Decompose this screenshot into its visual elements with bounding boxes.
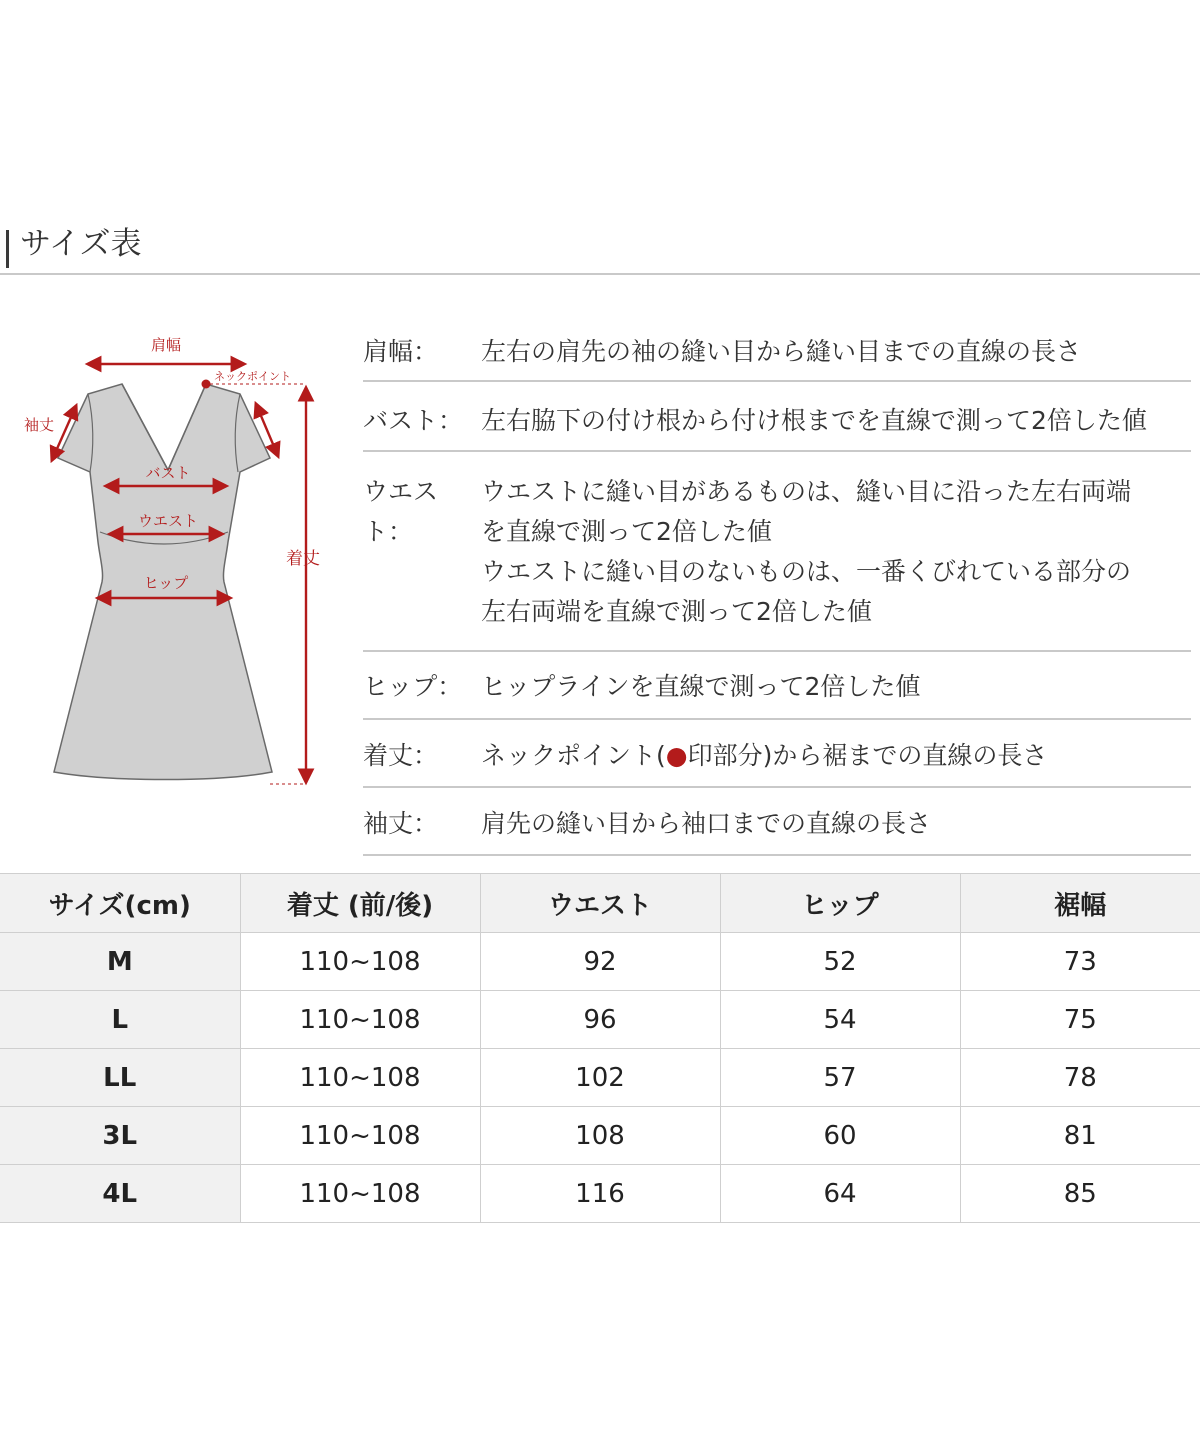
header-divider	[0, 273, 1200, 275]
table-header-row	[0, 874, 1200, 933]
column-header-size: サイズ(cm)	[0, 874, 240, 933]
definition-line-part: ネックポイント(	[481, 741, 666, 770]
definition-line: 肩先の縫い目から袖口までの直線の長さ	[481, 809, 932, 838]
neck-point-marker	[202, 380, 211, 389]
definition-line-part: 印部分)から裾までの直線の長さ	[687, 741, 1048, 770]
table-cell: 85	[960, 1165, 1200, 1223]
definition-line: ウエストに縫い目のないものは、一番くびれている部分の	[481, 557, 1132, 586]
table-cell: 116	[480, 1165, 720, 1223]
definition-row-shoulder	[363, 316, 1191, 382]
table-cell: 81	[960, 1107, 1200, 1165]
definition-text	[481, 452, 1191, 650]
table-cell: 73	[960, 933, 1200, 991]
table-cell: 92	[480, 933, 720, 991]
definition-row-waist	[363, 452, 1191, 652]
neck-point-label: ネックポイント	[214, 370, 291, 383]
table-cell: 75	[960, 991, 1200, 1049]
length-label: 着丈	[286, 549, 320, 569]
column-header-hem-width: 裾幅	[960, 874, 1200, 933]
table-cell: 108	[480, 1107, 720, 1165]
definition-line: 左右の肩先の袖の縫い目から縫い目までの直線の長さ	[481, 337, 1082, 366]
table-cell: 52	[720, 933, 960, 991]
table-row	[0, 1107, 1200, 1165]
size-cell: 3L	[0, 1107, 240, 1165]
definition-term: 着丈：	[363, 741, 439, 770]
size-cell: L	[0, 991, 240, 1049]
size-cell: LL	[0, 1049, 240, 1107]
waist-label: ウエスト	[137, 512, 199, 530]
page-title: サイズ表	[20, 226, 142, 262]
table-cell: 54	[720, 991, 960, 1049]
definition-line: 左右脇下の付け根から付け根までを直線で測って2倍した値	[481, 406, 1147, 435]
definition-row-length	[363, 720, 1191, 788]
table-cell: 78	[960, 1049, 1200, 1107]
bust-label: バスト	[145, 464, 191, 482]
table-cell: 110~108	[240, 1165, 480, 1223]
definition-text	[481, 652, 1191, 718]
definition-term: バスト：	[363, 406, 464, 435]
shoulder-label: 肩幅	[150, 336, 182, 354]
table-cell: 96	[480, 991, 720, 1049]
table-row	[0, 1049, 1200, 1107]
definition-text	[481, 788, 1191, 854]
definition-text	[481, 720, 1191, 786]
measurement-definitions	[363, 316, 1191, 856]
table-row	[0, 933, 1200, 991]
header-accent-bar	[6, 230, 9, 268]
definition-term: 肩幅：	[363, 337, 439, 366]
column-header-length: 着丈 (前/後)	[240, 874, 480, 933]
definition-term: ウエスト：	[363, 477, 439, 546]
definition-line: を直線で測って2倍した値	[481, 517, 772, 546]
sleeve-label: 袖丈	[24, 416, 55, 434]
definition-line: ヒップラインを直線で測って2倍した値	[481, 672, 921, 701]
table-cell: 102	[480, 1049, 720, 1107]
definition-line	[481, 720, 1191, 792]
size-table	[0, 873, 1200, 1223]
hip-label: ヒップ	[143, 574, 189, 592]
definition-term: 袖丈：	[363, 809, 439, 838]
red-dot-icon: ●	[665, 741, 688, 770]
size-cell: M	[0, 933, 240, 991]
definition-text	[481, 316, 1191, 380]
dress-illustration	[0, 320, 340, 800]
size-cell: 4L	[0, 1165, 240, 1223]
table-cell: 64	[720, 1165, 960, 1223]
table-cell: 110~108	[240, 1107, 480, 1165]
definition-row-sleeve	[363, 788, 1191, 856]
column-header-hip: ヒップ	[720, 874, 960, 933]
section-header	[0, 222, 1200, 276]
definition-line: 左右両端を直線で測って2倍した値	[481, 597, 872, 626]
definition-text	[481, 382, 1191, 450]
table-cell: 110~108	[240, 1049, 480, 1107]
definition-term: ヒップ：	[363, 672, 463, 701]
definition-row-hip	[363, 652, 1191, 720]
table-row	[0, 991, 1200, 1049]
table-row	[0, 1165, 1200, 1223]
table-cell: 110~108	[240, 991, 480, 1049]
table-cell: 110~108	[240, 933, 480, 991]
column-header-waist: ウエスト	[480, 874, 720, 933]
table-cell: 60	[720, 1107, 960, 1165]
table-cell: 57	[720, 1049, 960, 1107]
definition-line: ウエストに縫い目があるものは、縫い目に沿った左右両端	[481, 477, 1132, 506]
definition-row-bust	[363, 382, 1191, 452]
garment-diagram	[0, 320, 340, 800]
